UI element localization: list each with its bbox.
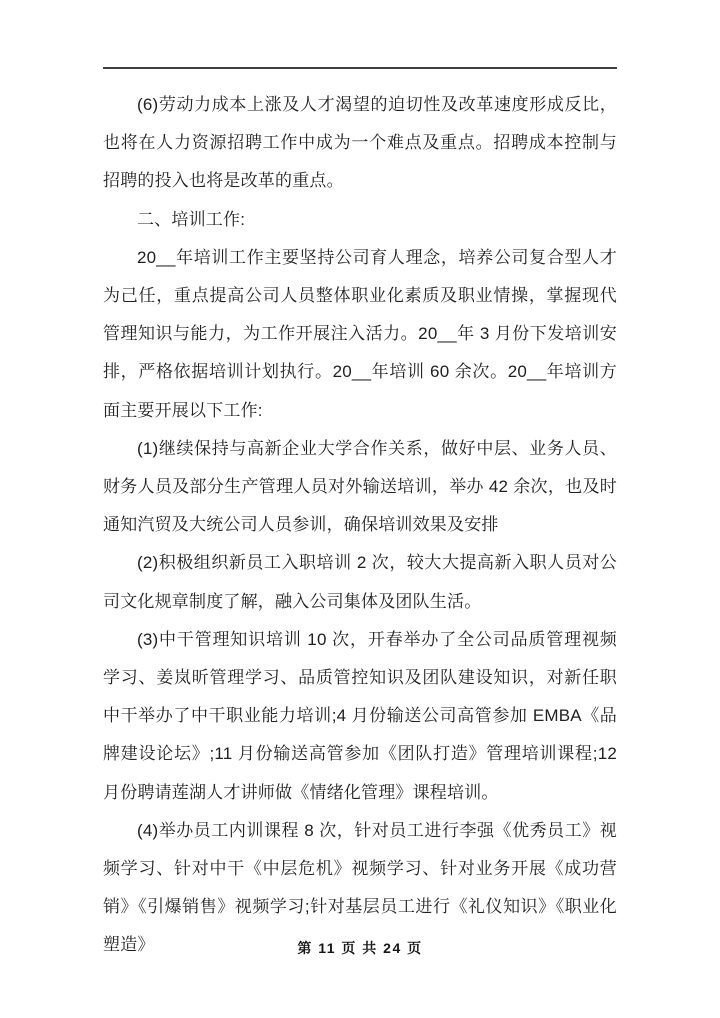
paragraph: (1)继续保持与高新企业大学合作关系，做好中层、业务人员、财务人员及部分生产管理人员对外输送培训，举办 42 余次，也及时通知汽贸及大统公司人员参训，确保培训效果及安排: [103, 438, 617, 535]
document-body: [103, 86, 617, 965]
page-footer: [0, 938, 720, 958]
paragraph: 二、培训工作:: [137, 209, 246, 229]
paragraph: (4)举办员工内训课程 8 次，针对员工进行李强《优秀员工》视频学习、针对中干《中层危机》视频学习、针对业务开展《成功营销》《引爆销售》视频学习;针对基层员工进行《礼仪知识》《职业化塑造》: [103, 820, 617, 955]
page-number: 第 11 页 共 24 页: [297, 940, 423, 956]
header-rule: [103, 67, 617, 69]
paragraph: 20__年培训工作主要坚持公司育人理念，培养公司复合型人才为己任，重点提高公司人员整体职业化素质及职业情操，掌握现代管理知识与能力，为工作开展注入活力。20__年 3 月份下发培训安排，严格依据培训计划执行。20__年培训 60 余次。20__年培训方面主要开展以下工作:: [103, 247, 617, 420]
paragraph: (3)中干管理知识培训 10 次，开春举办了全公司品质管理视频学习、姜岚昕管理学习、品质管控知识及团队建设知识，对新任职中干举办了中干职业能力培训;4 月份输送公司高管参加 EMBA《品牌建设论坛》;11 月份输送高管参加《团队打造》管理培训课程;12 月份聘请莲湖人才讲师做《情绪化管理》课程培训。: [103, 629, 617, 802]
paragraph: (2)积极组织新员工入职培训 2 次，较大大提高新入职人员对公司文化规章制度了解，融入公司集体及团队生活。: [103, 553, 617, 611]
paragraph: (6)劳动力成本上涨及人才渴望的迫切性及改革速度形成反比，也将在人力资源招聘工作中成为一个难点及重点。招聘成本控制与招聘的投入也将是改革的重点。: [103, 95, 617, 191]
